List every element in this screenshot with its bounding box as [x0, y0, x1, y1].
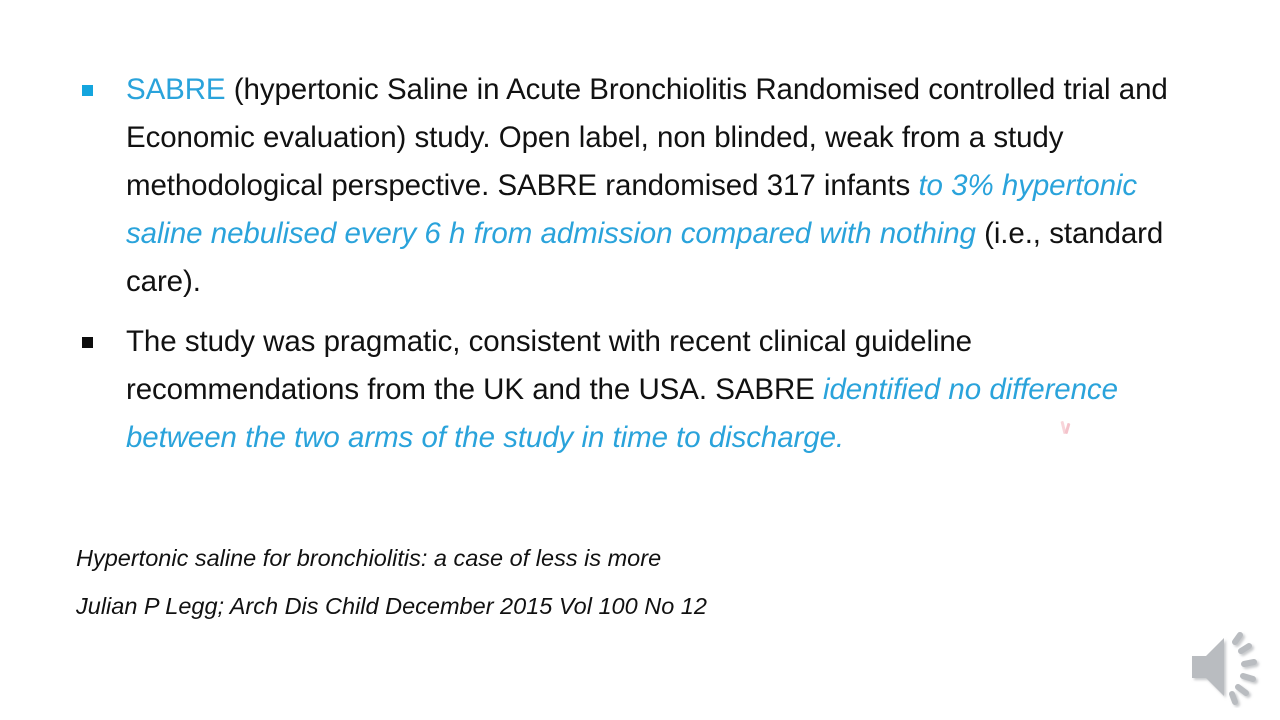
bullet-2-highlight: identified no difference between the two arms of the study in time to discharge.: [126, 373, 1118, 454]
square-bullet-black-icon: [82, 337, 93, 348]
bullet-list: [76, 66, 1206, 474]
list-item: [76, 318, 1206, 462]
citation-block: [76, 534, 1176, 630]
citation-title: Hypertonic saline for bronchiolitis: a case of less is more: [76, 545, 662, 571]
bullet-2-text-part-1: The study was pragmatic, consistent with recent clinical guideline recommendations from the UK and the USA. SABRE: [126, 325, 972, 406]
bullet-1-highlight: to 3% hypertonic saline nebulised every 6 h from admission compared with nothing: [126, 169, 1137, 250]
bullet-1-text-part-2: (i.e., standard care).: [126, 217, 1164, 298]
bullet-1-text-part-1: (hypertonic Saline in Acute Bronchiolitis Randomised controlled trial and Economic evaluation) study. Open label, non blinded, weak from a study methodological perspective. SABRE randomised 317 infants: [126, 73, 1168, 202]
citation-source: Julian P Legg; Arch Dis Child December 2015 Vol 100 No 12: [76, 593, 707, 619]
bullet-paragraph-2: [126, 318, 1206, 462]
bullet-paragraph-1: [126, 66, 1206, 306]
list-item: [76, 66, 1206, 306]
square-bullet-cyan-icon: [82, 85, 93, 96]
sabre-acronym-1: SABRE: [126, 73, 226, 106]
speaker-audio-icon[interactable]: [1186, 626, 1272, 708]
